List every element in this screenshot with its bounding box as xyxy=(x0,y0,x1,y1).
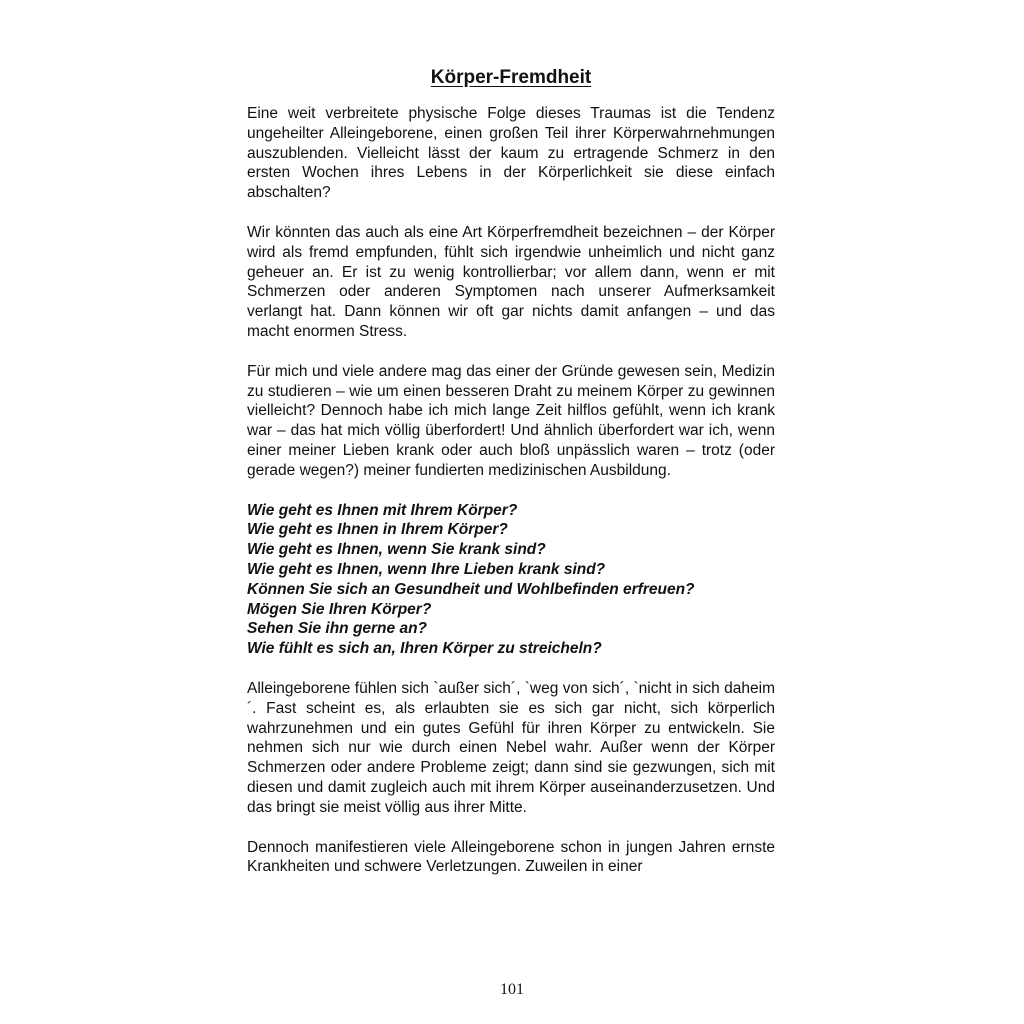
question-item: Können Sie sich an Gesundheit und Wohlbefinden erfreuen? xyxy=(247,580,695,598)
question-item: Wie geht es Ihnen in Ihrem Körper? xyxy=(247,521,508,539)
page-number: 101 xyxy=(500,981,524,998)
paragraph-5: Dennoch manifestieren viele Alleingeborene schon in jungen Jahren ernste Krankheiten und schwere Verletzungen. Zuweilen in einer xyxy=(247,838,775,876)
question-item: Wie fühlt es sich an, Ihren Körper zu streicheln? xyxy=(247,640,602,658)
question-item: Sehen Sie ihn gerne an? xyxy=(247,620,428,638)
paragraph-2: Wir könnten das auch als eine Art Körperfremdheit bezeichnen – der Körper wird als fremd empfunden, fühlt sich irgendwie unheimlich und nicht ganz geheuer an. Er ist zu wenig kontrollierbar; vor allem dann, wenn er mit Schmerzen oder anderen Symptomen nach unserer Aufmerksamkeit verlangt hat. Dann können wir oft gar nichts damit anfangen – und das macht enormen Stress. xyxy=(247,223,775,340)
page-title: Körper-Fremdheit xyxy=(430,67,592,88)
paragraph-3: Für mich und viele andere mag das einer der Gründe gewesen sein, Medizin zu studieren – wie um einen besseren Draht zu meinem Körper zu gewinnen vielleicht? Dennoch habe ich mich lange Zeit hilflos gefühlt, wenn ich krank war – das hat mich völlig überfordert! Und ähnlich überfordert war ich, wenn einer meiner Lieben krank oder auch bloß unpässlich waren – trotz (oder gerade wegen?) meiner fundierten medizinischen Ausbildung. xyxy=(247,362,775,479)
question-item: Mögen Sie Ihren Körper? xyxy=(247,600,432,618)
page-content xyxy=(247,64,775,897)
question-list xyxy=(247,501,775,659)
question-item: Wie geht es Ihnen mit Ihrem Körper? xyxy=(247,501,518,519)
question-item: Wie geht es Ihnen, wenn Sie krank sind? xyxy=(247,541,546,559)
paragraph-1: Eine weit verbreitete physische Folge dieses Traumas ist die Tendenz ungeheilter Alleingeborene, einen großen Teil ihrer Körperwahrnehmungen auszublenden. Vielleicht lässt der kaum zu ertragende Schmerz in den ersten Wochen ihres Lebens in der Körperlichkeit sie diese einfach abschalten? xyxy=(247,105,775,202)
paragraph-4: Alleingeborene fühlen sich `außer sich´, `weg von sich´, `nicht in sich daheim´. Fast scheint es, als erlaubten sie es sich gar nicht, sich körperlich wahrzunehmen und ein gutes Gefühl für ihren Körper zu entwickeln. Sie nehmen sich nur wie durch einen Nebel wahr. Außer wenn der Körper Schmerzen oder andere Probleme zeigt; dann sind sie gezwungen, sich mit diesen und damit zugleich auch mit ihrem Körper auseinanderzusetzen. Und das bringt sie meist völlig aus ihrer Mitte. xyxy=(247,679,775,816)
question-item: Wie geht es Ihnen, wenn Ihre Lieben krank sind? xyxy=(247,560,606,578)
